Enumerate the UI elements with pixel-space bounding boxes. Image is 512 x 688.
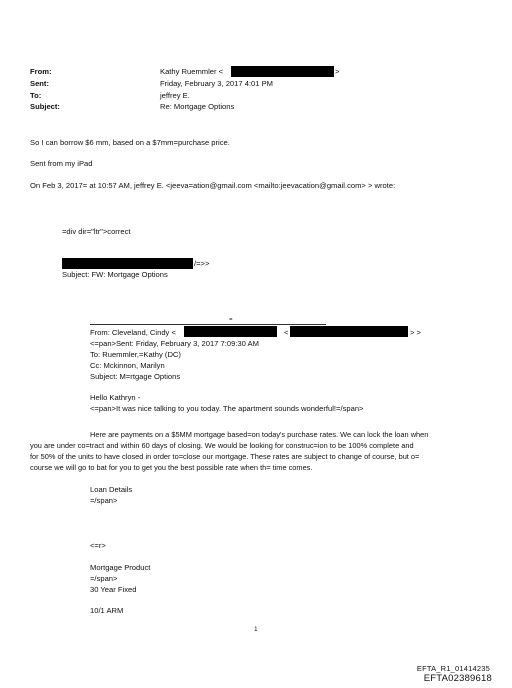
to-value: jeffrey E. xyxy=(160,91,190,100)
fw-to: To: Ruemmler,=Kathy (DC) xyxy=(90,350,181,359)
redaction-box xyxy=(290,326,408,337)
subject-label: Subject: xyxy=(30,102,60,111)
redaction-box xyxy=(231,66,334,77)
divider xyxy=(90,324,326,325)
fw-from: From: Cleveland, Cindy < xyxy=(90,328,176,337)
from-close: > xyxy=(335,67,340,76)
sent-from-ipad: Sent from my iPad xyxy=(30,159,93,168)
efta-id: EFTA02389618 xyxy=(423,673,492,684)
sent-value: Friday, February 3, 2017 4:01 PM xyxy=(160,79,273,88)
thirty-year-fixed: 30 Year Fixed xyxy=(90,585,137,594)
redaction-box xyxy=(184,326,277,337)
greeting: Hello Kathryn - xyxy=(90,393,141,402)
ten-one-arm: 10/1 ARM xyxy=(90,606,124,615)
redact-tail: /=>> xyxy=(194,259,210,268)
fw-from-end: > > xyxy=(410,328,421,337)
fw-from-mid: < xyxy=(284,328,289,337)
fw-cc: Cc: Mckinnon, Marilyn xyxy=(90,361,165,370)
sent-label: Sent: xyxy=(30,79,49,88)
from-value: Kathy Ruemmler < xyxy=(160,67,224,76)
paragraph-line: Here are payments on a $5MM mortgage based=on today's purchase rates. We can lock the loan when xyxy=(90,430,429,439)
to-label: To: xyxy=(30,91,42,100)
paragraph-line: for 50% of the units to have closed in order to=close our mortgage. These rates are subject to change of course, but o= xyxy=(30,452,420,461)
reply-line: So I can borrow $6 mm, based on a $7mm=purchase price. xyxy=(30,138,230,147)
fw-sent: <=pan>Sent: Friday, February 3, 2017 7:09:30 AM xyxy=(90,339,259,348)
span-close: =/span> xyxy=(90,496,118,505)
fw-subject: Subject: FW: Mortgage Options xyxy=(62,270,168,279)
loan-details: Loan Details xyxy=(90,485,133,494)
from-label: From: xyxy=(30,67,52,76)
nice-line: <=pan>It was nice talking to you today. The apartment sounds wonderful!=/span> xyxy=(90,404,364,413)
subject-value: Re: Mortgage Options xyxy=(160,102,235,111)
div-line: =div dir="ltr">correct xyxy=(62,227,131,236)
mortgage-product: Mortgage Product xyxy=(90,563,151,572)
fw-subject: Subject: M=rtgage Options xyxy=(90,372,181,381)
page-number: 1 xyxy=(254,626,258,633)
paragraph-line: course we will go to bat for you to get you the best possible rate when th= time comes. xyxy=(30,463,313,472)
span-close: =/span> xyxy=(90,574,118,583)
small-mark: = xyxy=(229,317,233,323)
quoted-intro: On Feb 3, 2017= at 10:57 AM, jeffrey E. <jeeva=ation@gmail.com <mailto:jeevacation@gmail.com> > wrote: xyxy=(30,181,396,190)
efta-r1-id: EFTA_R1_01414235 xyxy=(416,664,490,673)
lt-r: <=r> xyxy=(90,541,106,550)
paragraph-line: you are under co=tract and within 60 days of closing. We would be looking for construc=ion to be 100% complete and xyxy=(30,441,414,450)
redaction-box xyxy=(62,258,193,269)
